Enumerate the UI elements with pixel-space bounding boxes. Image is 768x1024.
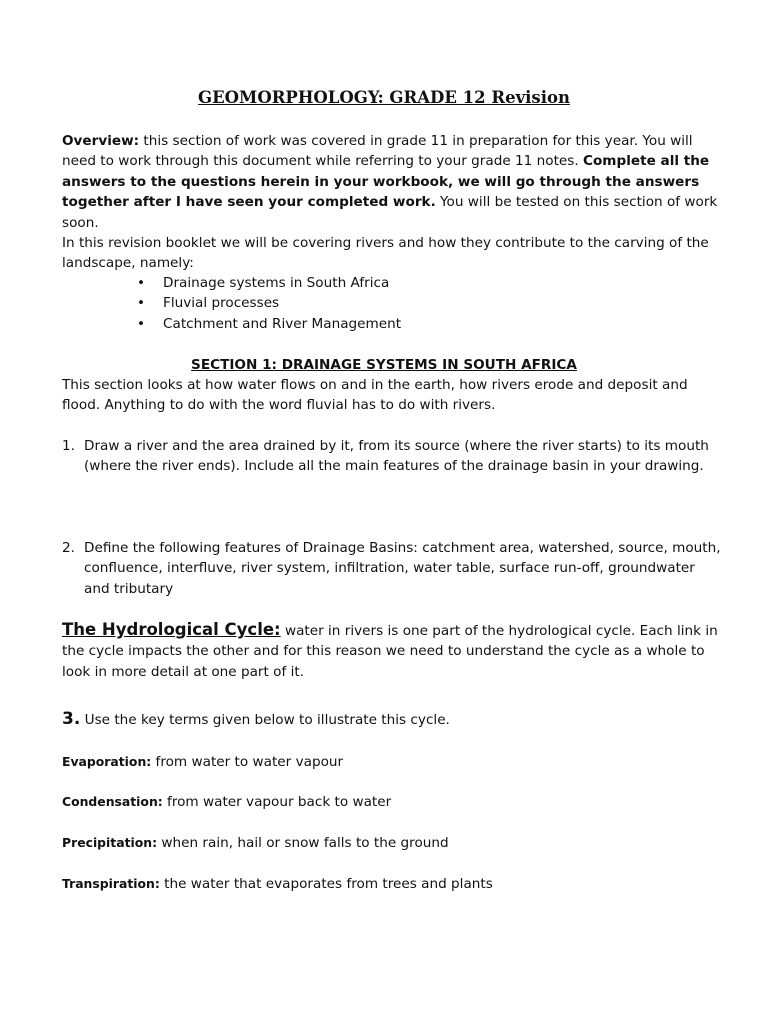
question-number: 1.	[62, 438, 75, 454]
term-definition: from water vapour back to water	[162, 794, 392, 810]
bullet-icon: •	[137, 295, 146, 312]
term-definition: the water that evaporates from trees and plants	[159, 876, 493, 892]
list-item-text: Catchment and River Management	[163, 315, 402, 332]
hydrological-cycle-text: water in rivers is one part of the hydrological cycle. Each link in the cycle impacts the other and for this reason we need to understand the cycle as a whole to look in more detail at one part of it.	[62, 623, 718, 680]
section-intro: This section looks at how water flows on and in the earth, how rivers erode and deposit and flood. Anything to do with the word fluvial has to do with rivers.	[62, 377, 688, 414]
overview-label: Overview:	[62, 133, 140, 149]
section-heading: SECTION 1: DRAINAGE SYSTEMS IN SOUTH AFRICA	[191, 357, 577, 373]
question-number: 2.	[62, 540, 75, 556]
question-text: Draw a river and the area drained by it, from its source (where the river starts) to its mouth (where the river ends). Include all the main features of the drainage basin in your drawing.	[84, 438, 709, 475]
term-transpiration	[62, 874, 493, 894]
overview-instruction: Complete all the answers to the questions herein in your workbook, we will go through the answers together after I have seen your completed work.	[62, 153, 710, 211]
bullet-icon: •	[137, 275, 146, 291]
list-item	[137, 293, 697, 313]
list-item-text: Drainage systems in South Africa	[163, 275, 390, 291]
term-label: Transpiration:	[62, 876, 160, 891]
overview-text-end: You will be tested on this section of work soon.	[62, 194, 718, 231]
question-3	[62, 708, 450, 731]
question-text: Define the following features of Drainage Basins: catchment area, watershed, source, mouth, confluence, interfluve, river system, infiltration, water table, surface run-off, groundwater and tributary	[84, 540, 721, 597]
question-text: Use the key terms given below to illustrate this cycle.	[80, 712, 450, 728]
intro-paragraph: In this revision booklet we will be covering rivers and how they contribute to the carving of the landscape, namely:	[62, 235, 709, 272]
overview-text: this section of work was covered in grade 11 in preparation for this year. You will need to work through this document while referring to your grade 11 notes.	[62, 133, 693, 170]
term-label: Evaporation:	[62, 754, 152, 769]
overview-paragraph	[62, 131, 722, 233]
list-item	[137, 273, 697, 293]
term-definition: when rain, hail or snow falls to the ground	[157, 835, 449, 851]
term-condensation	[62, 792, 391, 812]
term-precipitation	[62, 833, 449, 853]
bullet-icon: •	[137, 315, 146, 332]
document-title: GEOMORPHOLOGY: GRADE 12 Revision	[198, 88, 570, 107]
question-number: 3.	[62, 709, 81, 729]
list-item	[137, 314, 697, 334]
term-label: Precipitation:	[62, 835, 158, 850]
term-evaporation	[62, 752, 343, 772]
term-label: Condensation:	[62, 794, 163, 809]
topic-list	[137, 273, 697, 334]
hydrological-cycle-heading: The Hydrological Cycle:	[62, 620, 281, 639]
list-item-text: Fluvial processes	[163, 295, 280, 312]
hydrological-cycle-paragraph	[62, 620, 728, 682]
term-definition: from water to water vapour	[151, 754, 344, 770]
